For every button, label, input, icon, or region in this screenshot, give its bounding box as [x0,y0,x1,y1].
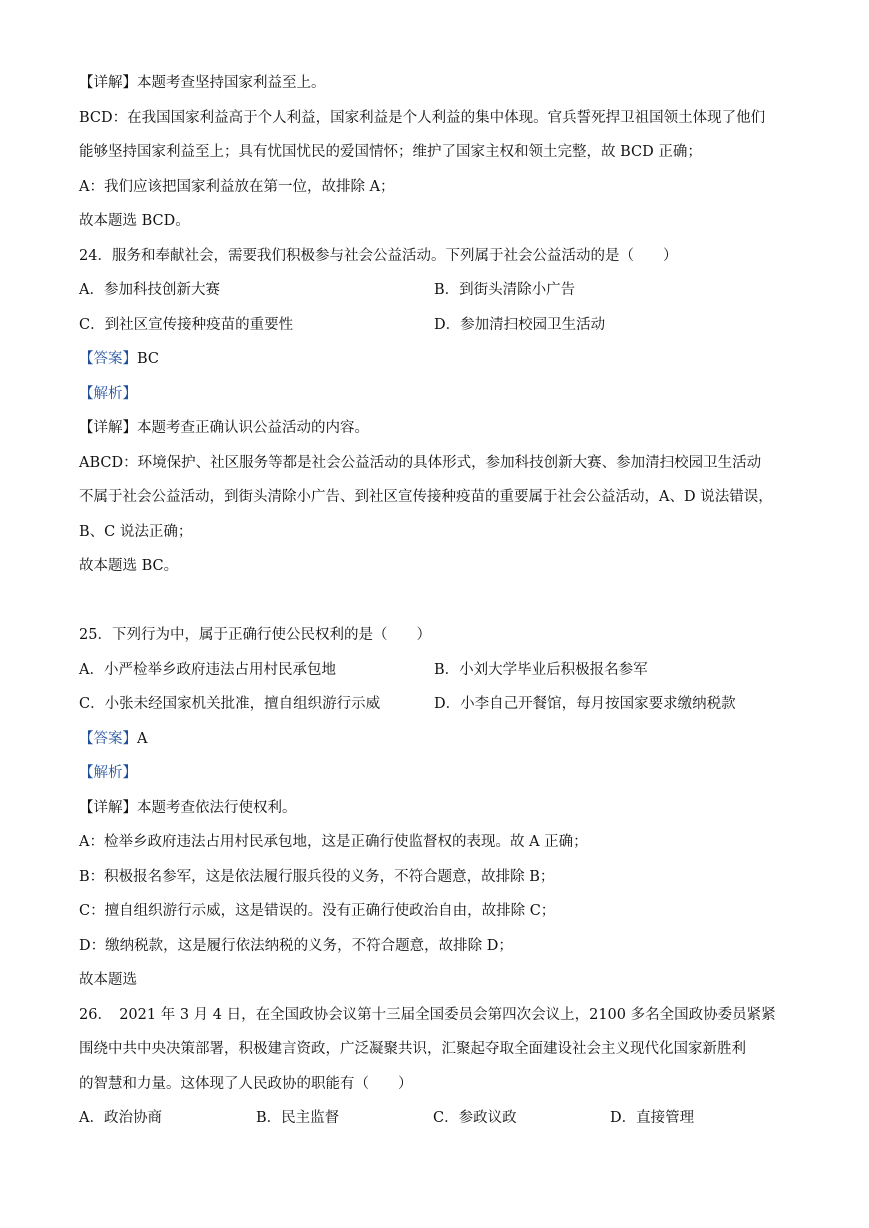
q24-answer-tag: 【答案】 [79,351,137,367]
q24-options-row-2 [79,308,799,343]
q24-stem: 24．服务和奉献社会，需要我们积极参与社会公益活动。下列属于社会公益活动的是（ ） [79,247,678,264]
q25-conclusion: 故本题选 [79,972,137,988]
q26-stem-line-1: 26． 2021 年 3 月 4 日，在全国政协会议第十三届全国委员会第四次会议上，2100 多名全国政协委员紧紧 [79,1006,776,1023]
q24-detail-line [79,411,799,446]
q25-analysis-line-2: B：积极报名参军，这是依法履行服兵役的义务，不符合题意，故排除 B； [79,868,555,885]
q25-detail-tag: 【详解】 [79,799,137,816]
q24-analysis-line-1: ABCD：环境保护、社区服务等都是社会公益活动的具体形式，参加科技创新大赛、参加清扫校园卫生活动 [79,454,762,471]
q24-detail-tag: 【详解】 [79,420,137,436]
q24-answer: BC [137,351,160,367]
q25-answer: A [137,730,148,747]
q25-analysis-tag: 【解析】 [79,765,137,781]
q25-detail-line [79,791,799,826]
q23-analysis-line-2: 能够坚持国家利益至上；具有忧国忧民的爱国情怀；维护了国家主权和领土完整，故 BCD 正确； [79,144,702,160]
q24-option-d: D．参加清扫校园卫生活动 [434,316,606,333]
q24-analysis-tag-line [79,377,799,412]
q23-conclusion: 故本题选 BCD。 [79,213,190,229]
q25-option-d: D．小李自己开餐馆，每月按国家要求缴纳税款 [434,696,736,712]
q25-options-row-1 [79,653,799,688]
q25-analysis-tag-line [79,756,799,791]
q24-option-b: B．到街头清除小广告 [434,282,576,298]
q24-options-row-1 [79,273,799,308]
q24-detail-text: 本题考查正确认识公益活动的内容。 [137,420,369,436]
q25-option-b: B．小刘大学毕业后积极报名参军 [434,661,648,678]
q25-option-a: A．小严检举乡政府违法占用村民承包地 [79,661,336,678]
q26-option-a: A．政治协商 [79,1110,162,1126]
q24-analysis-tag: 【解析】 [79,385,137,402]
q26-option-c: C．参政议政 [433,1110,517,1126]
q24-conclusion: 故本题选 BC。 [79,558,179,574]
q23-detail-line [79,66,799,101]
q25-stem: 25．下列行为中，属于正确行使公民权利的是（ ） [79,627,431,643]
q24-option-a: A．参加科技创新大赛 [79,282,220,298]
q24-option-c: C．到社区宣传接种疫苗的重要性 [79,316,294,333]
q25-option-c: C．小张未经国家机关批准，擅自组织游行示威 [79,696,381,712]
document-page [79,66,799,1136]
q25-detail-text: 本题考查依法行使权利。 [137,799,297,816]
q25-analysis-line-3: C：擅自组织游行示威，这是错误的。没有正确行使政治自由，故排除 C； [79,903,556,919]
q25-analysis-line-4: D：缴纳税款，这是履行依法纳税的义务，不符合题意，故排除 D； [79,937,513,954]
q24-analysis-line-3: B、C 说法正确； [79,523,193,540]
q25-answer-tag: 【答案】 [79,730,137,747]
q23-analysis-line-1: BCD：在我国国家利益高于个人利益，国家利益是个人利益的集中体现。官兵誓死捍卫祖国领土体现了他们 [79,109,766,126]
q26-option-d: D．直接管理 [610,1110,695,1126]
q26-options-row [79,1101,799,1136]
q25-options-row-2 [79,687,799,722]
q23-analysis-line-3: A：我们应该把国家利益放在第一位，故排除 A； [79,178,395,195]
q26-stem-line-3: 的智慧和力量。这体现了人民政协的职能有（ ） [79,1075,413,1092]
q23-detail-tag: 【详解】 [79,75,137,91]
q24-answer-line [79,342,799,377]
q26-stem-line-2: 围绕中共中央决策部署，积极建言资政，广泛凝聚共识，汇聚起夺取全面建设社会主义现代化国家新胜利 [79,1041,746,1057]
q26-option-b: B．民主监督 [256,1110,340,1126]
q25-analysis-line-1: A：检举乡政府违法占用村民承包地，这是正确行使监督权的表现。故 A 正确； [79,834,588,850]
q25-answer-line [79,722,799,757]
q23-detail-text: 本题考查坚持国家利益至上。 [137,75,326,91]
q24-analysis-line-2: 不属于社会公益活动，到街头清除小广告、到社区宣传接种疫苗的重要属于社会公益活动，A、D 说法错误， [79,489,773,505]
spacer [79,584,799,619]
